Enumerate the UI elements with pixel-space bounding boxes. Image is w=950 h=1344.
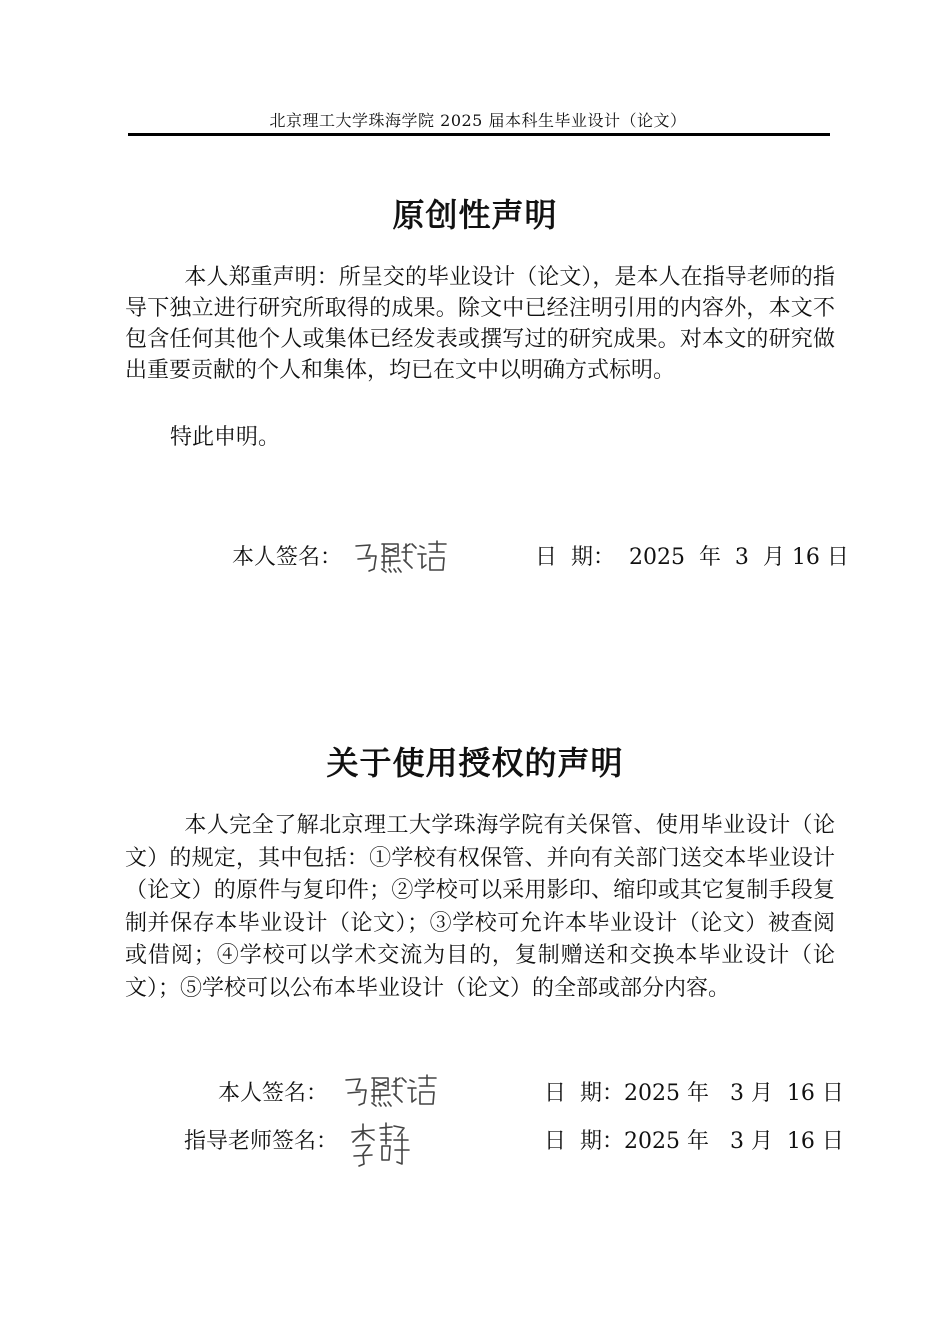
- authorization-author-signature: [342, 1072, 442, 1110]
- authorization-title: 关于使用授权的声明: [326, 744, 624, 782]
- authorization-advisor-signature-label: 指导老师签名：: [184, 1129, 339, 1154]
- originality-signature-label: 本人签名：: [232, 545, 343, 570]
- header-rule: [128, 133, 830, 136]
- originality-title: 原创性声明: [392, 196, 558, 234]
- originality-body: 本人郑重声明：所呈交的毕业设计（论文），是本人在指导老师的指导下独立进行研究所取得的成果。除文中已经注明引用的内容外，本文不包含任何其他个人或集体已经发表或撰写过的研究成果。对本文的研究做出重要贡献的个人和集体，均已在文中以明确方式标明。: [125, 265, 835, 383]
- originality-date: 日 期： 2025 年 3 月 16 日: [535, 545, 849, 570]
- originality-closing: 特此申明。: [170, 425, 281, 450]
- running-header: 北京理工大学珠海学院 2025 届本科生毕业设计（论文）: [269, 111, 687, 130]
- authorization-author-date: 日 期：2025 年 3 月 16 日: [544, 1081, 844, 1106]
- originality-author-signature: [352, 538, 452, 576]
- authorization-advisor-date: 日 期：2025 年 3 月 16 日: [544, 1129, 844, 1154]
- authorization-advisor-signature: [348, 1120, 412, 1172]
- authorization-body: 本人完全了解北京理工大学珠海学院有关保管、使用毕业设计（论文）的规定，其中包括：①学校有权保管、并向有关部门送交本毕业设计（论文）的原件与复印件；②学校可以采用影印、缩印或其它复制手段复制并保存本毕业设计（论文）；③学校可允许本毕业设计（论文）被查阅或借阅；④学校可以学术交流为目的，复制赠送和交换本毕业设计（论文）；⑤学校可以公布本毕业设计（论文）的全部或部分内容。: [125, 813, 835, 1001]
- authorization-author-signature-label: 本人签名：: [218, 1081, 329, 1106]
